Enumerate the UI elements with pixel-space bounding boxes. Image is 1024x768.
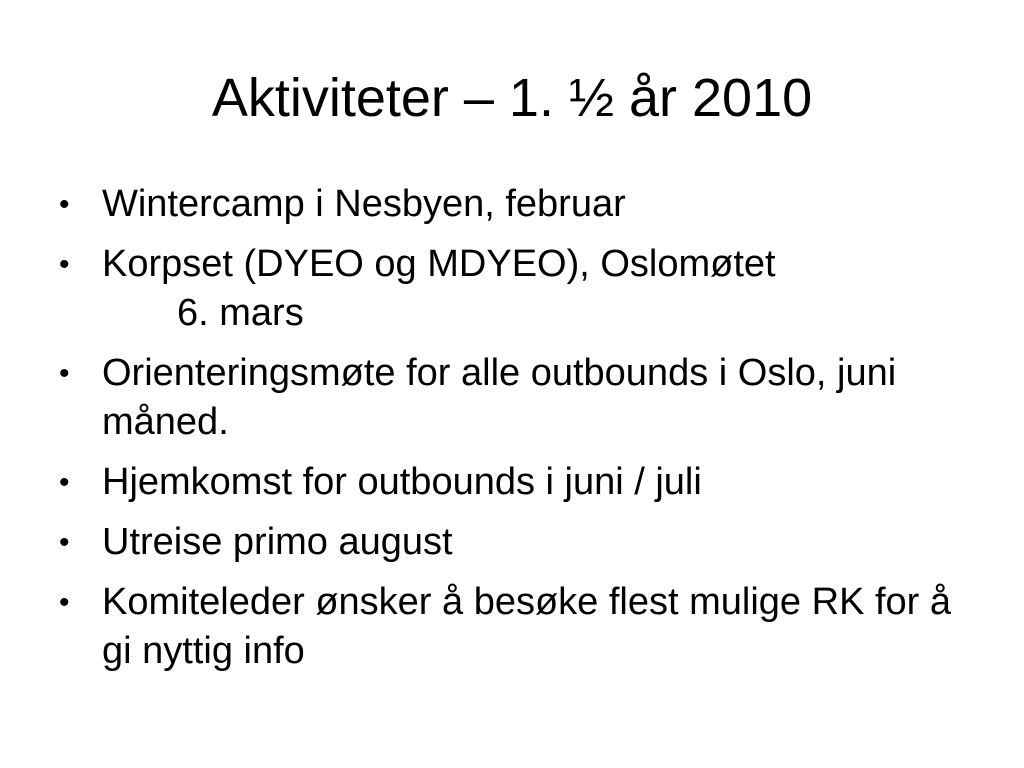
bullet-text: Orienteringsmøte for alle outbounds i Oslo, juni måned. bbox=[102, 352, 897, 443]
bullet-icon: • bbox=[59, 248, 70, 281]
bullet-text: Komiteleder ønsker å besøke flest mulige RK for å gi nyttig info bbox=[102, 581, 952, 672]
bullet-list bbox=[55, 180, 985, 687]
bullet-text: Hjemkomst for outbounds i juni / juli bbox=[102, 461, 702, 503]
bullet-icon: • bbox=[59, 466, 70, 499]
slide-title: Aktiviteter – 1. ½ år 2010 bbox=[211, 68, 813, 128]
bullet-continuation: 6. mars bbox=[177, 292, 304, 334]
bullet-item bbox=[55, 180, 985, 229]
bullet-icon: • bbox=[59, 526, 70, 559]
bullet-text: Wintercamp i Nesbyen, februar bbox=[102, 183, 626, 225]
bullet-item bbox=[55, 240, 985, 338]
bullet-icon: • bbox=[59, 357, 70, 390]
bullet-text: Utreise primo august bbox=[102, 521, 453, 563]
bullet-item bbox=[55, 578, 985, 676]
bullet-icon: • bbox=[59, 188, 70, 221]
bullet-item bbox=[55, 349, 985, 447]
bullet-icon: • bbox=[59, 586, 70, 619]
bullet-item bbox=[55, 458, 985, 507]
bullet-item bbox=[55, 518, 985, 567]
bullet-text: Korpset (DYEO og MDYEO), Oslomøtet bbox=[102, 243, 776, 285]
